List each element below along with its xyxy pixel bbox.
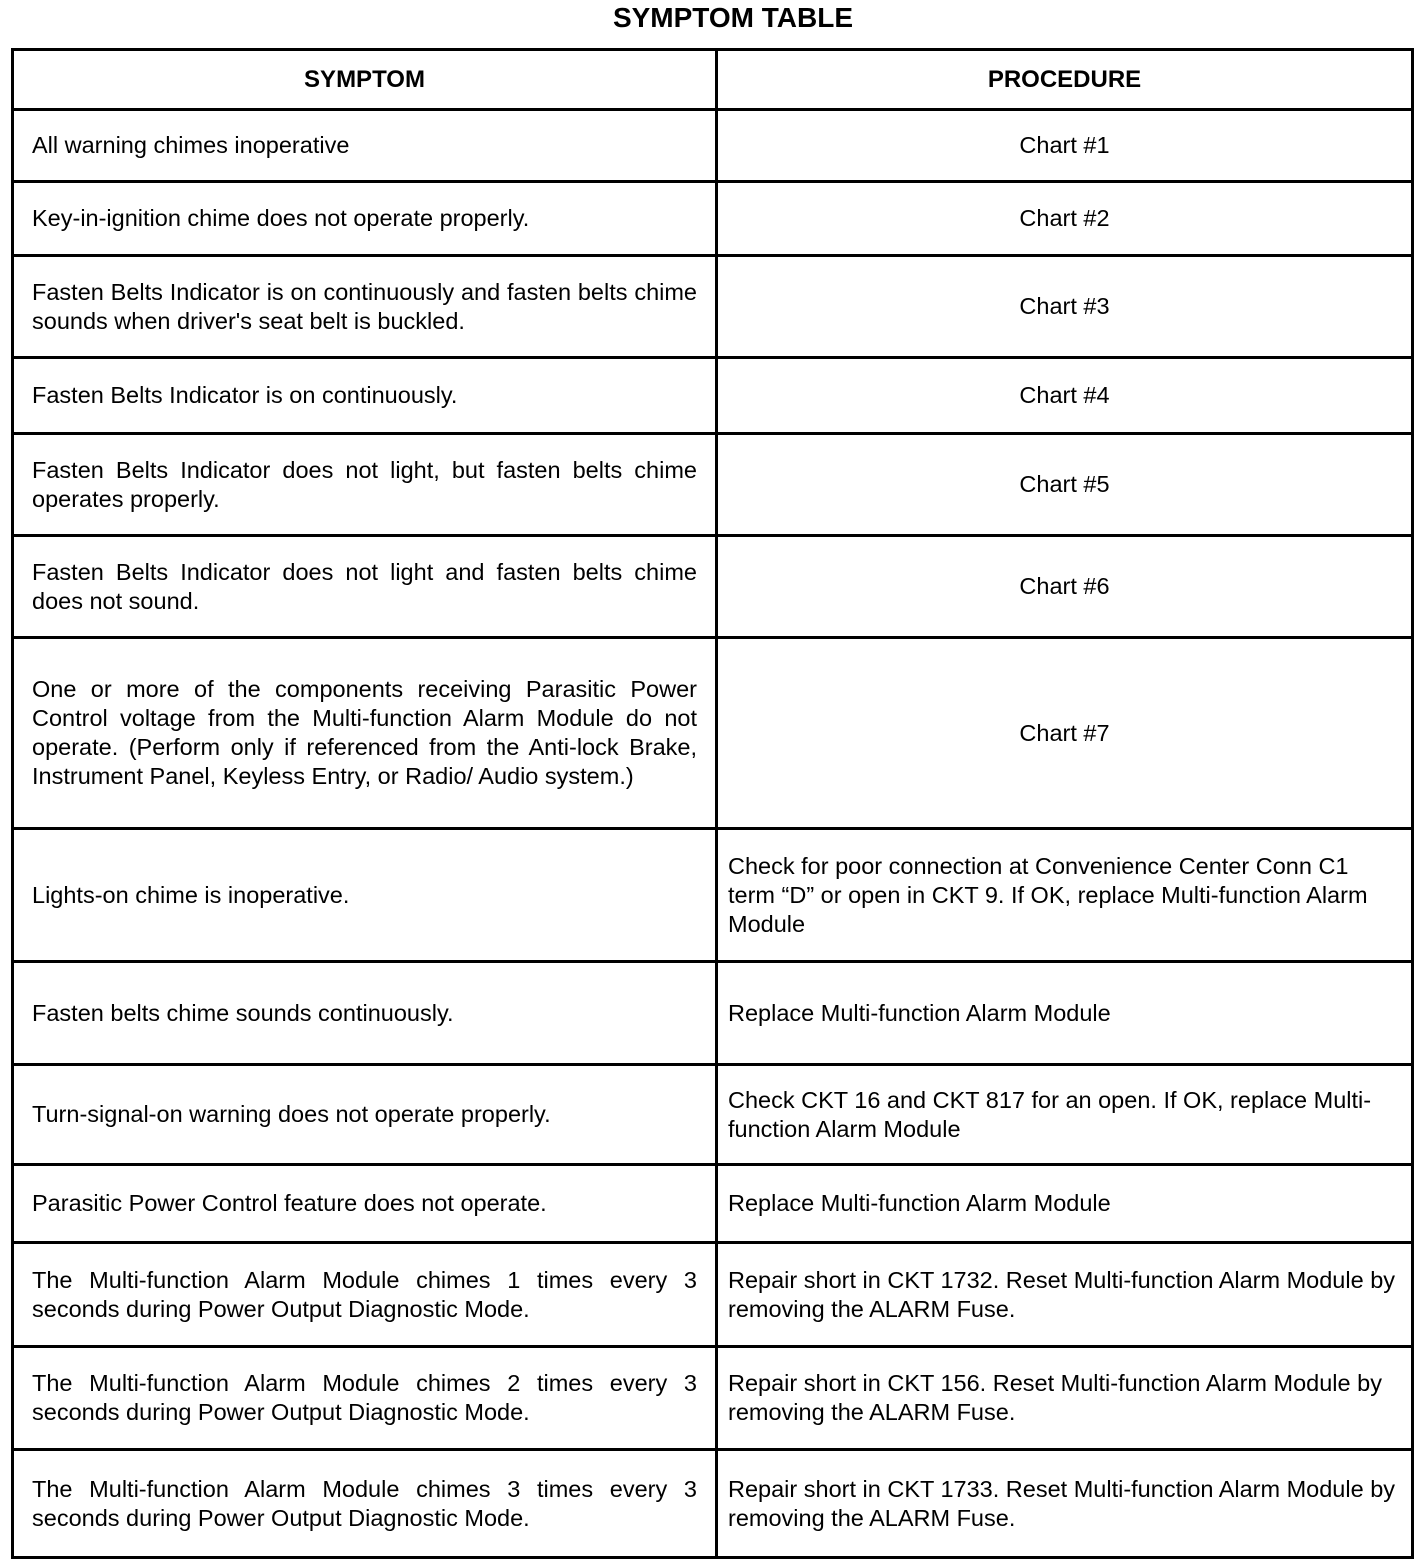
procedure-cell: Replace Multi-function Alarm Module [717, 1165, 1413, 1243]
table-row [13, 1243, 1413, 1347]
table-row [13, 182, 1413, 256]
procedure-cell: Check for poor connection at Convenience Center Conn C1 term “D” or open in CKT 9. If OK, replace Multi-function Alarm Module [717, 829, 1413, 962]
symptom-cell: Parasitic Power Control feature does not operate. [13, 1165, 717, 1243]
table-row [13, 536, 1413, 638]
procedure-cell: Check CKT 16 and CKT 817 for an open. If OK, replace Multi-function Alarm Module [717, 1065, 1413, 1165]
header-symptom: SYMPTOM [13, 50, 717, 110]
symptom-cell: Fasten Belts Indicator does not light, but fasten belts chime operates properly. [13, 434, 717, 536]
symptom-cell: Key-in-ignition chime does not operate properly. [13, 182, 717, 256]
procedure-cell: Chart #1 [717, 110, 1413, 182]
procedure-cell: Chart #6 [717, 536, 1413, 638]
symptom-cell: One or more of the components receiving Parasitic Power Control voltage from the Multi-function Alarm Module do not operate. (Perform only if referenced from the Anti-lock Brake, Instrument Panel, Keyless Entry, or Radio/ Audio system.) [13, 638, 717, 829]
symptom-cell: Fasten belts chime sounds continuously. [13, 962, 717, 1065]
table-header-row [13, 50, 1413, 110]
procedure-cell: Chart #3 [717, 256, 1413, 358]
table-row [13, 1450, 1413, 1558]
symptom-cell: Fasten Belts Indicator does not light and fasten belts chime does not sound. [13, 536, 717, 638]
table-row [13, 1065, 1413, 1165]
symptom-cell: Turn-signal-on warning does not operate properly. [13, 1065, 717, 1165]
table-row [13, 256, 1413, 358]
procedure-cell: Repair short in CKT 1732. Reset Multi-function Alarm Module by removing the ALARM Fuse. [717, 1243, 1413, 1347]
table-row [13, 829, 1413, 962]
table-row [13, 434, 1413, 536]
procedure-cell: Repair short in CKT 1733. Reset Multi-function Alarm Module by removing the ALARM Fuse. [717, 1450, 1413, 1558]
table-row [13, 110, 1413, 182]
procedure-cell: Chart #5 [717, 434, 1413, 536]
symptom-cell: The Multi-function Alarm Module chimes 1 times every 3 seconds during Power Output Diagnostic Mode. [13, 1243, 717, 1347]
procedure-cell: Repair short in CKT 156. Reset Multi-function Alarm Module by removing the ALARM Fuse. [717, 1347, 1413, 1450]
procedure-cell: Chart #4 [717, 358, 1413, 434]
page-title: SYMPTOM TABLE [612, 2, 854, 33]
symptom-cell: Lights-on chime is inoperative. [13, 829, 717, 962]
table-row [13, 1165, 1413, 1243]
symptom-table [11, 48, 1414, 1559]
symptom-cell: Fasten Belts Indicator is on continuously. [13, 358, 717, 434]
symptom-cell: All warning chimes inoperative [13, 110, 717, 182]
table-row [13, 358, 1413, 434]
symptom-cell: The Multi-function Alarm Module chimes 2 times every 3 seconds during Power Output Diagnostic Mode. [13, 1347, 717, 1450]
procedure-cell: Chart #7 [717, 638, 1413, 829]
table-row [13, 962, 1413, 1065]
symptom-cell: The Multi-function Alarm Module chimes 3 times every 3 seconds during Power Output Diagnostic Mode. [13, 1450, 717, 1558]
table-row [13, 638, 1413, 829]
symptom-cell: Fasten Belts Indicator is on continuously and fasten belts chime sounds when driver's seat belt is buckled. [13, 256, 717, 358]
table-row [13, 1347, 1413, 1450]
procedure-cell: Replace Multi-function Alarm Module [717, 962, 1413, 1065]
header-procedure: PROCEDURE [717, 50, 1413, 110]
procedure-cell: Chart #2 [717, 182, 1413, 256]
